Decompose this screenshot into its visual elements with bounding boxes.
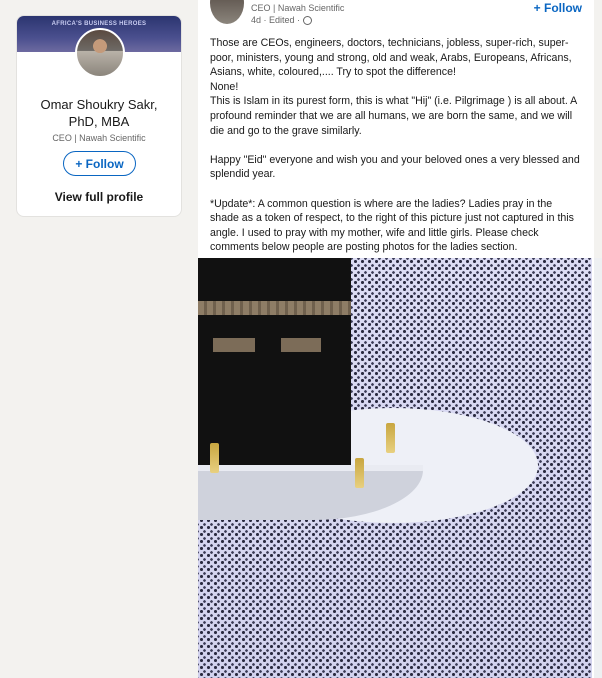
profile-name[interactable]: Omar Shoukry Sakr, PhD, MBA (40, 97, 158, 129)
kiswa-panel (281, 338, 321, 352)
lamp (386, 423, 395, 453)
globe-icon (303, 16, 312, 25)
lamp (210, 443, 219, 473)
kiswa-band (198, 301, 351, 315)
post-image[interactable] (198, 258, 592, 678)
post-time: 4d · Edited · (251, 15, 301, 25)
profile-headline: CEO | Nawah Scientific (52, 133, 146, 143)
lamp (355, 458, 364, 488)
avatar[interactable] (75, 28, 125, 78)
post-card (198, 0, 594, 678)
post-meta (251, 15, 312, 25)
profile-card (16, 15, 182, 217)
follow-button[interactable]: + Follow (63, 151, 136, 176)
edge-strip (594, 258, 602, 678)
kiswa-panel (213, 338, 255, 352)
post-follow-button[interactable]: + Follow (533, 1, 582, 15)
view-full-profile-link[interactable]: View full profile (54, 190, 144, 204)
profile-banner: AFRICA'S BUSINESS HEROES (17, 16, 181, 52)
kaaba (198, 258, 351, 486)
author-headline: CEO | Nawah Scientific (251, 3, 345, 13)
post-body: Those are CEOs, engineers, doctors, technicians, jobless, super-rich, super-poor, ministers, young and strong, old and weak, Arabs, Europeans, Africans, Asians, white, coloured,.... Try to spot the difference! None! This is Islam in its purest form, this is what "Hij" (i.e. Pilgrimage ) is all about. A profound reminder that we are all humans, we are born the same, and we will die and go to the grave similarly. Happy "Eid" everyone and wish you and your beloved ones a very blessed and splendid year. *Update*: A common question is where are the ladies? Ladies pray in the shade as a token of respect, to the right of this picture just not captured in this angle. I used to pray with my mother, wife and little girls. Please check comments below people are posting photos for the ladies section. (210, 37, 580, 254)
author-avatar[interactable] (210, 0, 244, 24)
